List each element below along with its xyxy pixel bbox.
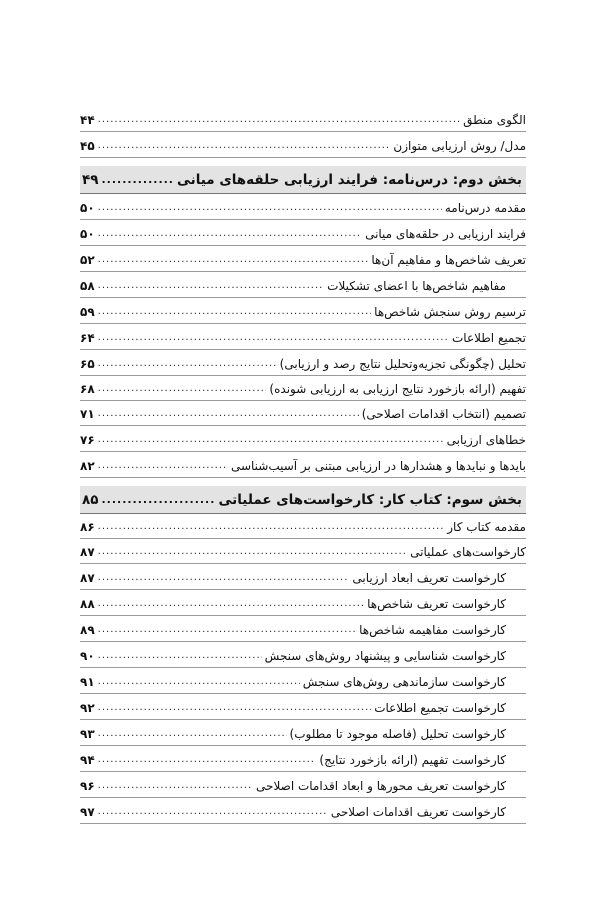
toc-entry-title: تحلیل (چگونگی تجزیه‌وتحلیل نتایج رصد و ارزیابی) <box>279 357 526 371</box>
toc-entry-page: ۵۹ <box>80 305 95 319</box>
toc-entry-page: ۸۹ <box>80 623 95 637</box>
toc-entry-title: کارخواست تجمیع اطلاعات <box>374 701 506 715</box>
toc-entry[interactable] <box>80 324 526 350</box>
toc-entry-title: کارخواست تعریف شاخص‌ها <box>367 597 506 611</box>
leader-dots <box>98 304 372 320</box>
toc-entry-page: ۸۶ <box>80 520 95 534</box>
toc-entry-page: ۴۵ <box>80 139 95 153</box>
leader-dots <box>98 596 364 612</box>
leader-dots <box>98 252 369 268</box>
leader-dots <box>98 458 228 474</box>
toc-entry[interactable] <box>80 246 526 272</box>
leader-dots <box>98 648 262 664</box>
toc-entry-page: ۶۸ <box>80 382 95 396</box>
toc-entry-title: کارخواست سازماندهی روش‌های سنجش <box>302 675 506 689</box>
table-of-contents <box>80 106 526 824</box>
toc-entry-page: ۴۴ <box>80 113 95 127</box>
toc-entry-page: ۹۲ <box>80 701 95 715</box>
leader-dots <box>98 226 362 242</box>
toc-entry-page: ۸۷ <box>80 571 95 585</box>
toc-entry-page: ۹۴ <box>80 753 95 767</box>
toc-entry-page: ۹۱ <box>80 675 95 689</box>
leader-dots <box>98 330 449 346</box>
toc-entry-title: مقدمه کتاب کار <box>447 520 526 534</box>
leader-dots <box>98 622 356 638</box>
toc-subentry[interactable] <box>80 746 526 772</box>
toc-entry-title: کارخواست تعریف محورها و ابعاد اقدامات اصلاحی <box>256 779 506 793</box>
toc-subentry[interactable] <box>80 590 526 616</box>
leader-dots <box>98 138 391 154</box>
toc-subentry[interactable] <box>80 720 526 746</box>
toc-entry-title: بایدها و نبایدها و هشدارها در ارزیابی مبتنی بر آسیب‌شناسی <box>230 459 526 473</box>
toc-entry-title: مقدمه درس‌نامه <box>444 201 526 215</box>
toc-entry[interactable] <box>80 194 526 220</box>
leader-dots <box>98 544 408 560</box>
toc-entry-page: ۶۴ <box>80 331 95 345</box>
section-title: بخش سوم: کتاب کار: کارخواست‌های عملیاتی <box>218 491 522 508</box>
section-heading-2[interactable] <box>80 166 526 194</box>
toc-entry-title: کارخواست مفاهیمه شاخص‌ها <box>359 623 506 637</box>
toc-entry-page: ۵۰ <box>80 227 95 241</box>
toc-entry[interactable] <box>80 106 526 132</box>
toc-entry[interactable] <box>80 401 526 426</box>
toc-entry-page: ۵۸ <box>80 279 95 293</box>
toc-entry-title: خطاهای ارزیابی <box>446 433 526 447</box>
toc-entry-title: کارخواست تحلیل (فاصله موجود تا مطلوب) <box>289 727 506 741</box>
toc-entry[interactable] <box>80 272 526 298</box>
leader-dots <box>98 778 253 794</box>
leader-dots <box>98 278 324 294</box>
toc-subentry[interactable] <box>80 798 526 824</box>
leader-dots <box>98 752 317 768</box>
toc-entry[interactable] <box>80 376 526 401</box>
toc-subentry[interactable] <box>80 564 526 590</box>
toc-entry-title: تصمیم (انتخاب اقدامات اصلاحی) <box>361 407 526 421</box>
toc-entry-page: ۹۳ <box>80 727 95 741</box>
toc-entry[interactable] <box>80 220 526 246</box>
toc-entry-page: ۹۶ <box>80 779 95 793</box>
toc-entry[interactable] <box>80 132 526 158</box>
toc-entry[interactable] <box>80 298 526 324</box>
toc-entry-title: تعریف شاخص‌ها و مفاهیم آن‌ها <box>371 253 526 267</box>
toc-entry-page: ۸۷ <box>80 545 95 559</box>
leader-dots <box>98 570 350 586</box>
toc-entry-title: کارخواست تفهیم (ارائه بازخورد نتایج) <box>319 753 506 767</box>
toc-entry-title: فرایند ارزیابی در حلقه‌های میانی <box>365 227 526 241</box>
toc-entry-title: تجمیع اطلاعات <box>451 331 526 345</box>
toc-entry[interactable] <box>80 350 526 376</box>
toc-entry[interactable] <box>80 514 526 539</box>
leader-dots <box>98 519 445 535</box>
leader-dots <box>101 173 174 186</box>
toc-entry[interactable] <box>80 539 526 564</box>
leader-dots <box>98 674 300 690</box>
toc-subentry[interactable] <box>80 616 526 642</box>
toc-entry-title: کارخواست شناسایی و پیشنهاد روش‌های سنجش <box>264 649 506 663</box>
leader-dots <box>101 493 215 506</box>
toc-entry-title: مفاهیم شاخص‌ها با اعضای تشکیلات <box>327 279 506 293</box>
toc-entry-page: ۸۸ <box>80 597 95 611</box>
leader-dots <box>98 804 328 820</box>
toc-entry-title: کارخواست‌های عملیاتی <box>410 545 526 559</box>
toc-entry-page: ۷۱ <box>80 407 95 421</box>
toc-subentry[interactable] <box>80 642 526 668</box>
toc-entry-page: ۸۲ <box>80 459 95 473</box>
leader-dots <box>98 112 460 128</box>
toc-subentry[interactable] <box>80 668 526 694</box>
toc-entry-page: ۵۰ <box>80 201 95 215</box>
toc-entry-title: ترسیم روش سنجش شاخص‌ها <box>374 305 526 319</box>
section-title: بخش دوم: درس‌نامه: فرایند ارزیابی حلقه‌های میانی <box>177 171 522 188</box>
toc-entry-title: تفهیم (ارائه بازخورد نتایج ارزیابی به ارزیابی شونده) <box>269 382 526 396</box>
leader-dots <box>98 356 277 372</box>
toc-entry-title: کارخواست تعریف ابعاد ارزیابی <box>352 571 506 585</box>
leader-dots <box>98 406 359 422</box>
leader-dots <box>98 700 372 716</box>
toc-subentry[interactable] <box>80 772 526 798</box>
leader-dots <box>98 200 442 216</box>
toc-entry-page: ۹۰ <box>80 649 95 663</box>
toc-entry-title: الگوی منطق <box>463 113 526 127</box>
toc-entry-page: ۷۶ <box>80 433 95 447</box>
toc-entry[interactable] <box>80 452 526 478</box>
leader-dots <box>98 432 444 448</box>
toc-entry-title: کارخواست تعریف اقدامات اصلاحی <box>330 805 506 819</box>
toc-entry-page: ۵۲ <box>80 253 95 267</box>
section-heading-3[interactable] <box>80 486 526 514</box>
leader-dots <box>98 726 287 742</box>
toc-entry[interactable] <box>80 426 526 452</box>
toc-entry-page: ۶۵ <box>80 357 95 371</box>
section-page: ۸۵ <box>82 491 99 508</box>
toc-entry-page: ۹۷ <box>80 805 95 819</box>
section-page: ۴۹ <box>82 171 99 188</box>
toc-subentry[interactable] <box>80 694 526 720</box>
toc-entry-title: مدل/ روش ارزیابی متوازن <box>393 139 526 153</box>
leader-dots <box>98 381 267 397</box>
